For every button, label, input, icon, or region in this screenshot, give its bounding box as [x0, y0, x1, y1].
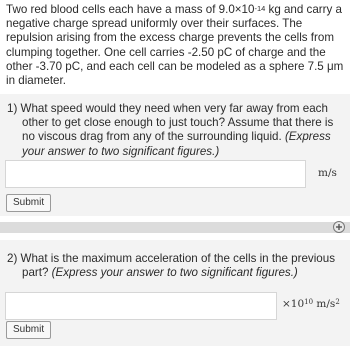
- question-1-text: [7, 102, 343, 159]
- question-2-lead: 2) What is the maximum acceleration of the cells in the previous: [7, 252, 335, 265]
- question-1-rest: other to get close enough to just touch? Assume that there is no viscous drag from any of the surrounding liquid.: [22, 116, 334, 144]
- question-1-body: [7, 116, 343, 159]
- question-1-hint: (Express your answer to two significant figures.): [22, 130, 331, 158]
- answer-2-input[interactable]: [5, 292, 277, 320]
- answer-1-unit: m/s: [318, 167, 337, 179]
- answer-1-input[interactable]: [5, 160, 306, 188]
- question-1-lead: 1) What speed would they need when very far away from each: [7, 102, 328, 115]
- mass-exponent: -14: [254, 4, 266, 13]
- problem-statement: [6, 3, 346, 88]
- intro-text-end: kg and carry a negative charge spread uniformly over their surfaces. The repulsion arising from the excess charge prevents the cells from clumping together. One cell carries -2.50 pC of charge and the other -3.70 pC, and each cell can be modeled as a sphere 7.5 μm in diameter.: [6, 3, 344, 88]
- unit-power: 2: [335, 298, 340, 306]
- question-2-rest: part?: [22, 266, 52, 280]
- submit-1-button[interactable]: Submit: [6, 194, 51, 212]
- unit-prefix: ×10: [282, 298, 305, 310]
- question-1-panel: [0, 94, 350, 216]
- question-2-hint: (Express your answer to two significant figures.): [51, 266, 298, 280]
- answer-2-unit: [282, 298, 340, 310]
- plus-circle-icon[interactable]: [333, 221, 345, 233]
- unit-base: m/s: [313, 298, 336, 310]
- intro-text-start: Two red blood cells each have a mass of 9.0×10: [6, 3, 255, 16]
- section-divider: [0, 222, 350, 233]
- question-2-panel: [0, 240, 350, 346]
- submit-2-button[interactable]: Submit: [6, 321, 51, 339]
- question-2-body: [7, 266, 343, 280]
- question-2-text: [7, 252, 343, 280]
- unit-exponent: 10: [304, 298, 314, 306]
